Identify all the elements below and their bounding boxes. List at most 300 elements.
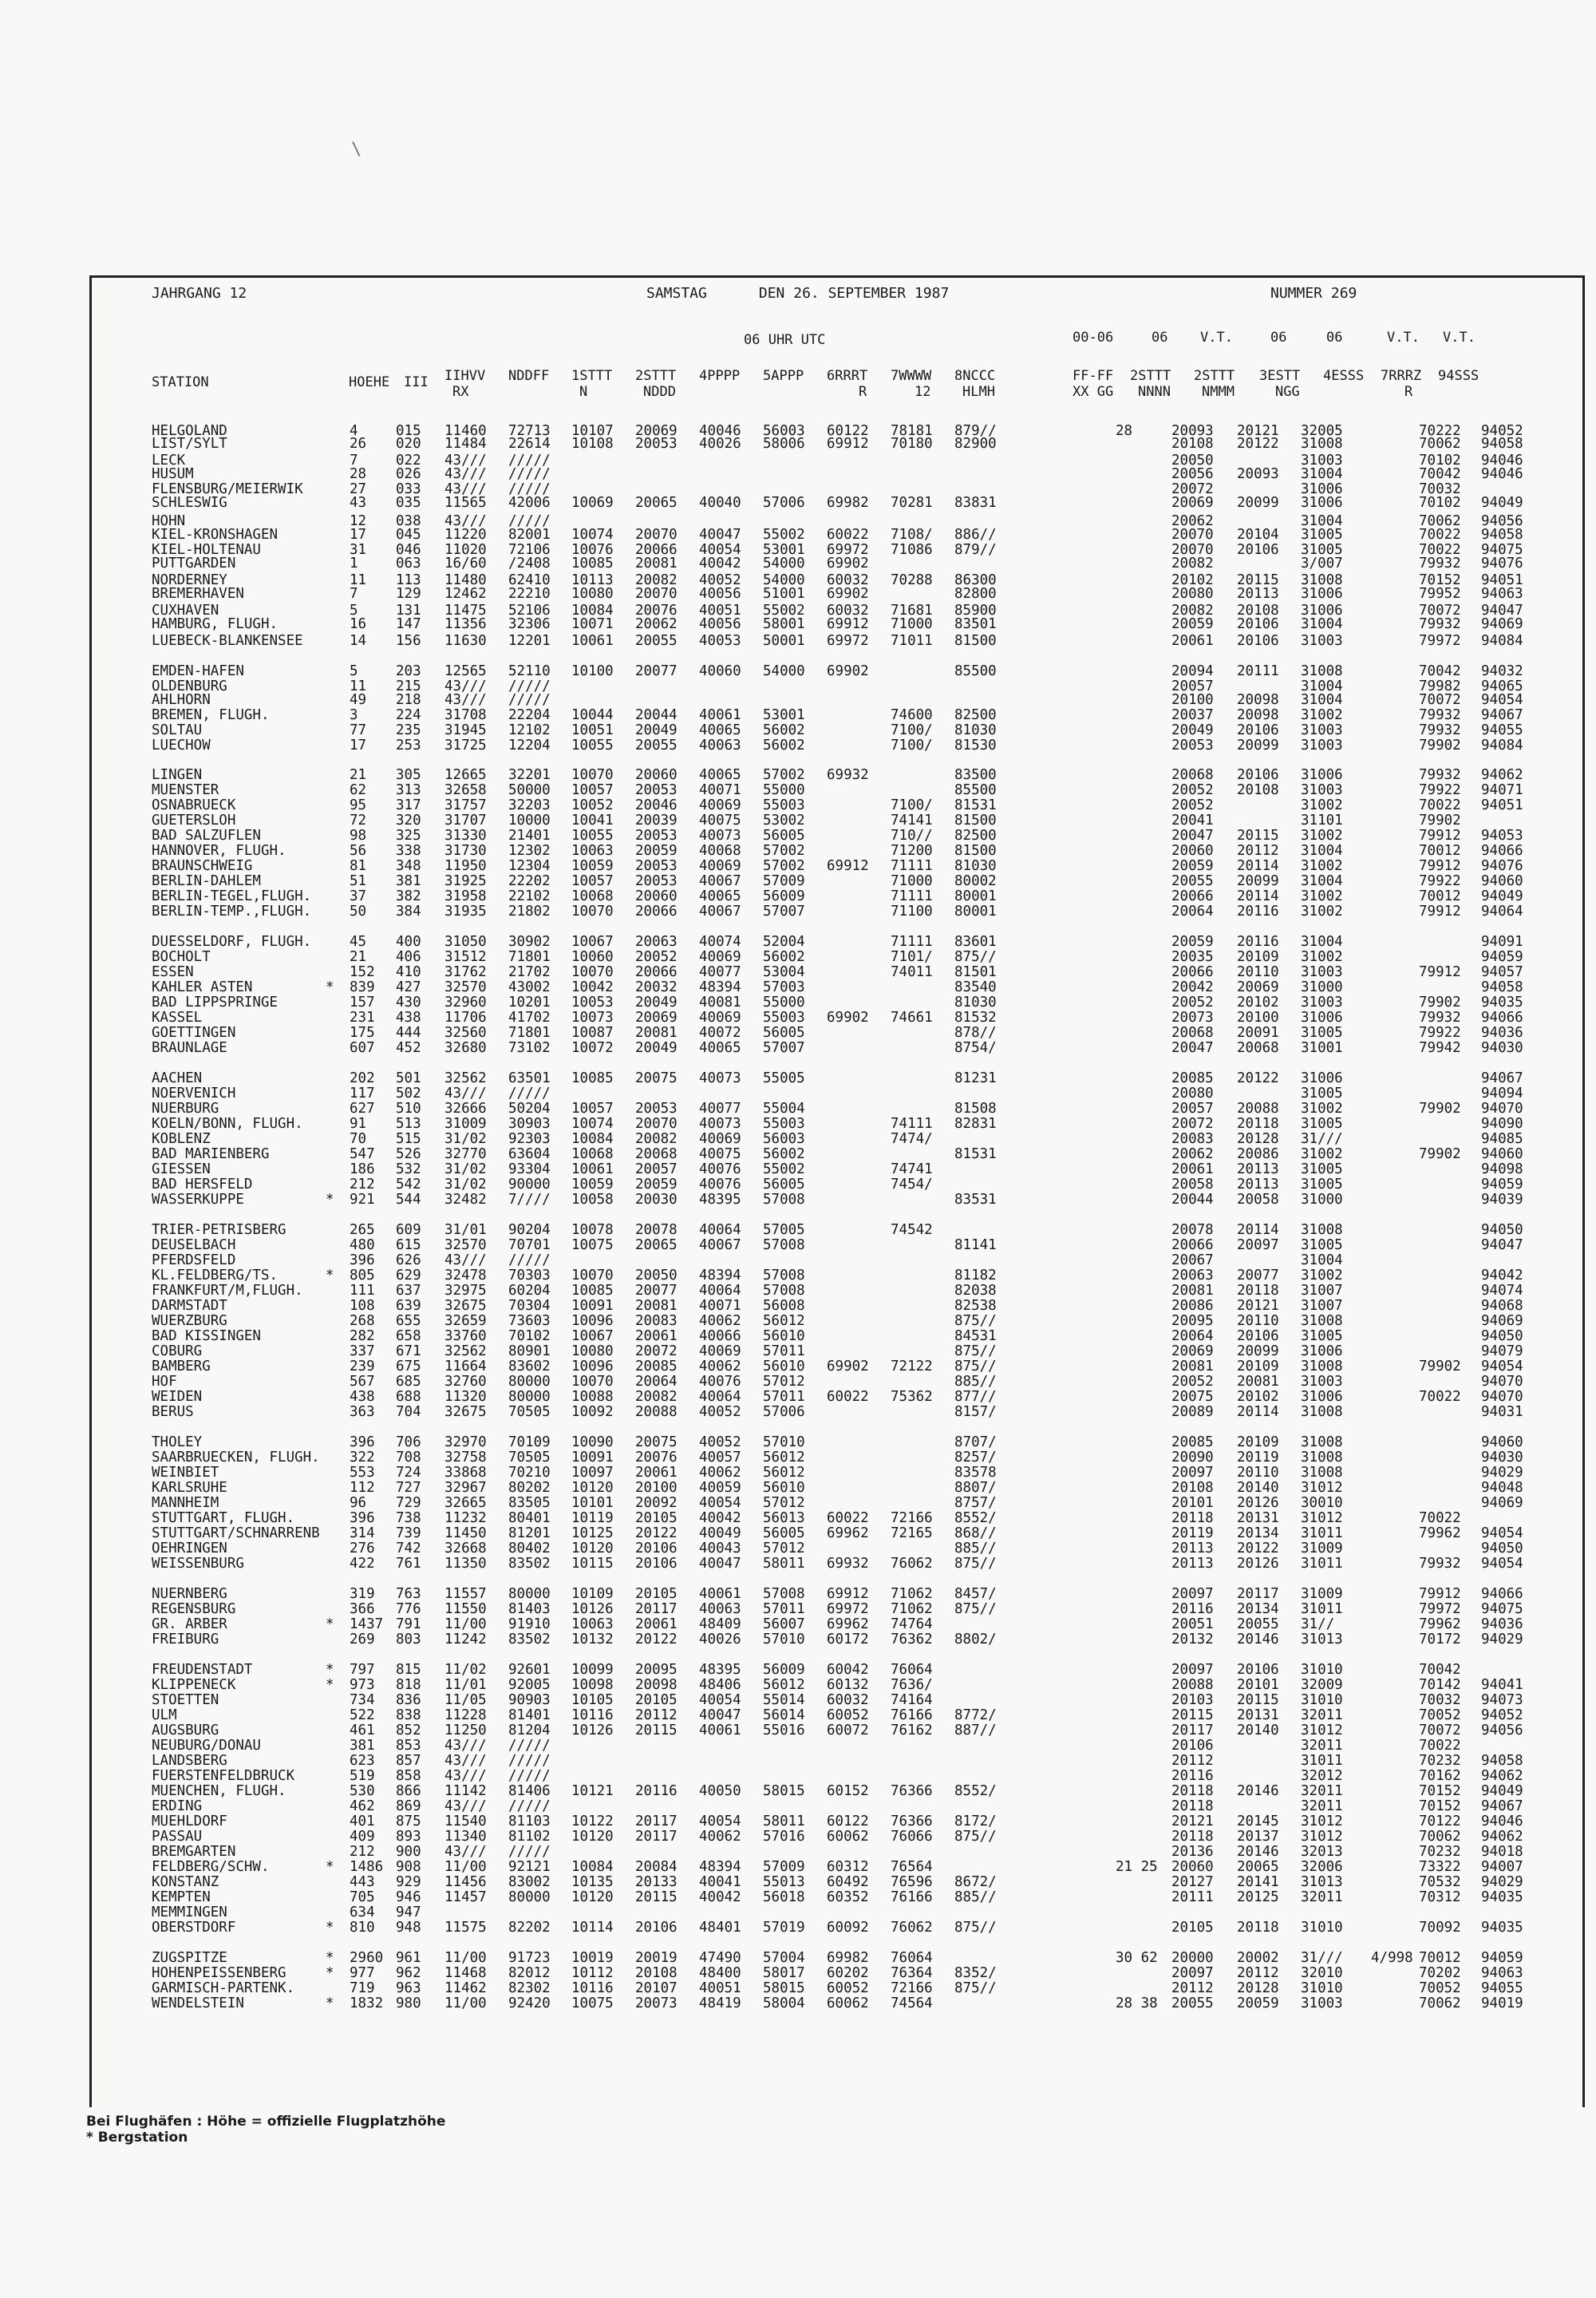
obs-group: 83502 xyxy=(508,1556,551,1572)
summary-group: 79902 xyxy=(1419,738,1461,753)
summary-group: 20069 xyxy=(1171,495,1214,511)
summary-group: 31008 xyxy=(1301,1359,1343,1374)
summary-group: 31010 xyxy=(1301,1920,1343,1936)
summary-group: 94067 xyxy=(1481,1798,1523,1814)
station-elevation: 212 xyxy=(350,1177,375,1193)
summary-group: 20067 xyxy=(1171,1252,1214,1268)
obs-group: 71062 xyxy=(891,1601,933,1617)
summary-group: 31005 xyxy=(1301,1086,1343,1102)
obs-group: 80202 xyxy=(508,1480,551,1496)
obs-group: 63501 xyxy=(508,1070,551,1086)
obs-group: 70304 xyxy=(508,1298,551,1314)
station-id: 803 xyxy=(396,1632,421,1647)
obs-group: 20116 xyxy=(635,1783,678,1799)
obs-group: 70303 xyxy=(508,1268,551,1283)
summary-group: 20057 xyxy=(1171,678,1214,694)
station-name: AUGSBURG xyxy=(152,1723,219,1738)
obs-group: 57008 xyxy=(763,1192,805,1208)
obs-group: 875// xyxy=(954,1556,997,1572)
obs-group: 76064 xyxy=(891,1662,933,1678)
obs-group: 90903 xyxy=(508,1692,551,1708)
station-id: 609 xyxy=(396,1222,421,1238)
obs-group: 20061 xyxy=(635,1616,678,1632)
obs-group: 32680 xyxy=(444,1040,487,1056)
obs-group: 43/// xyxy=(444,1753,487,1769)
obs-group: 875// xyxy=(954,949,997,965)
obs-group: 60132 xyxy=(827,1677,869,1693)
summary-group: 20109 xyxy=(1237,949,1279,965)
summary-group: 94050 xyxy=(1481,1222,1523,1238)
summary-group: 94049 xyxy=(1481,888,1523,904)
obs-group: 31/01 xyxy=(444,1222,487,1238)
obs-group: 10090 xyxy=(571,1434,614,1450)
station-name: LECK xyxy=(152,453,186,469)
summary-group: 32011 xyxy=(1301,1783,1343,1799)
obs-group: 69902 xyxy=(827,586,869,602)
summary-group: 94049 xyxy=(1481,1783,1523,1799)
summary-group: 20070 xyxy=(1171,542,1214,558)
summary-group: 20104 xyxy=(1237,527,1279,543)
summary-group: 20102 xyxy=(1237,995,1279,1011)
summary-group: 79922 xyxy=(1419,1025,1461,1041)
station-elevation: 1437 xyxy=(350,1616,384,1632)
obs-group: 69972 xyxy=(827,633,869,649)
obs-group: 56010 xyxy=(763,1480,805,1496)
summary-group: 20081 xyxy=(1171,1283,1214,1299)
obs-group: 48409 xyxy=(699,1616,741,1632)
station-elevation: 117 xyxy=(350,1086,375,1102)
obs-group: 40042 xyxy=(699,1889,741,1905)
obs-group: 32970 xyxy=(444,1434,487,1450)
summary-group: 20080 xyxy=(1171,586,1214,602)
summary-group: 94069 xyxy=(1481,1495,1523,1511)
col-3estt: 3ESTT xyxy=(1259,368,1301,384)
summary-group: 20113 xyxy=(1171,1541,1214,1556)
station-name: SCHLESWIG xyxy=(152,495,227,511)
summary-group: 31005 xyxy=(1301,1116,1343,1132)
station-name: LANDSBERG xyxy=(152,1753,227,1769)
col-nddff: NDDFF xyxy=(508,368,550,384)
obs-group: 11320 xyxy=(444,1389,487,1405)
station-id: 063 xyxy=(396,556,421,572)
obs-group: 56012 xyxy=(763,1465,805,1481)
summary-group: 20081 xyxy=(1237,1374,1279,1390)
obs-group: 81500 xyxy=(954,633,997,649)
summary-group: 94075 xyxy=(1481,1601,1523,1617)
summary-group: 20114 xyxy=(1237,888,1279,904)
station-id: 203 xyxy=(396,663,421,679)
summary-group: 20091 xyxy=(1237,1025,1279,1041)
summary-group: 79912 xyxy=(1419,1586,1461,1602)
station-elevation: 81 xyxy=(350,858,367,874)
summary-group: 31003 xyxy=(1301,1374,1343,1390)
obs-group: 76066 xyxy=(891,1829,933,1845)
summary-group: 94084 xyxy=(1481,738,1523,753)
summary-group: 31005 xyxy=(1301,1237,1343,1253)
obs-group: 70281 xyxy=(891,495,933,511)
obs-group: 76162 xyxy=(891,1723,933,1738)
obs-group: 11468 xyxy=(444,1965,487,1981)
col-ff: FF-FF xyxy=(1073,368,1114,384)
station-id: 947 xyxy=(396,1904,421,1920)
obs-group: 10067 xyxy=(571,934,614,950)
station-id: 948 xyxy=(396,1920,421,1936)
station-name: BOCHOLT xyxy=(152,949,211,965)
summary-group: 79902 xyxy=(1419,1146,1461,1162)
obs-group: 10044 xyxy=(571,707,614,723)
summary-group: 20113 xyxy=(1237,1177,1279,1193)
obs-group: 10099 xyxy=(571,1662,614,1678)
station-id: 704 xyxy=(396,1404,421,1420)
obs-group: 56013 xyxy=(763,1510,805,1526)
summary-group: 94079 xyxy=(1481,1343,1523,1359)
summary-group: 20089 xyxy=(1171,1404,1214,1420)
obs-group: 71086 xyxy=(891,542,933,558)
station-name: FELDBERG/SCHW. xyxy=(152,1859,270,1875)
obs-group: 74542 xyxy=(891,1222,933,1238)
obs-group: 85500 xyxy=(954,663,997,679)
obs-group: 40067 xyxy=(699,904,741,920)
summary-group: 31008 xyxy=(1301,663,1343,679)
obs-group: 10088 xyxy=(571,1389,614,1405)
summary-group: 4/998 xyxy=(1371,1950,1413,1966)
obs-group: 43/// xyxy=(444,692,487,708)
summary-group: 20064 xyxy=(1171,904,1214,920)
obs-group: 81103 xyxy=(508,1813,551,1829)
station-id: 742 xyxy=(396,1541,421,1556)
summary-group: 20119 xyxy=(1171,1525,1214,1541)
obs-group: 82302 xyxy=(508,1980,551,1996)
obs-group: 57012 xyxy=(763,1374,805,1390)
obs-group: 43/// xyxy=(444,481,487,497)
obs-group: 11460 xyxy=(444,423,487,439)
station-name: GOETTINGEN xyxy=(152,1025,236,1041)
obs-group: 11250 xyxy=(444,1723,487,1738)
summary-group: 20099 xyxy=(1237,495,1279,511)
station-name: HANNOVER, FLUGH. xyxy=(152,843,286,859)
summary-group: 20110 xyxy=(1237,1313,1279,1329)
summary-group: 20136 xyxy=(1171,1844,1214,1860)
obs-group: 57008 xyxy=(763,1283,805,1299)
summary-group: 94051 xyxy=(1481,797,1523,813)
summary-group: 31003 xyxy=(1301,1995,1343,2011)
summary-group: 94029 xyxy=(1481,1632,1523,1647)
station-elevation: 26 xyxy=(350,436,367,452)
summary-group: 31012 xyxy=(1301,1723,1343,1738)
summary-group: 20064 xyxy=(1171,1328,1214,1344)
station-name: DEUSELBACH xyxy=(152,1237,236,1253)
summary-group: 31005 xyxy=(1301,1177,1343,1193)
obs-group: 43/// xyxy=(444,513,487,529)
obs-group: 58015 xyxy=(763,1980,805,1996)
obs-group: 40054 xyxy=(699,1813,741,1829)
summary-group: 32005 xyxy=(1301,423,1343,439)
station-elevation: 1 xyxy=(350,556,358,572)
station-id: 685 xyxy=(396,1374,421,1390)
obs-group: 60052 xyxy=(827,1707,869,1723)
obs-group: 40065 xyxy=(699,888,741,904)
obs-group: 7//// xyxy=(508,1192,551,1208)
station-elevation: 16 xyxy=(350,616,367,632)
summary-group: 20118 xyxy=(1171,1798,1214,1814)
summary-group: 31002 xyxy=(1301,904,1343,920)
obs-group: 81030 xyxy=(954,995,997,1011)
obs-group: 10072 xyxy=(571,1040,614,1056)
summary-group: 20146 xyxy=(1237,1844,1279,1860)
summary-group: 94060 xyxy=(1481,873,1523,889)
summary-group: 20002 xyxy=(1237,1950,1279,1966)
station-elevation: 921 xyxy=(350,1192,375,1208)
obs-group: 7108/ xyxy=(891,527,933,543)
obs-group: 83831 xyxy=(954,495,997,511)
summary-group: 70022 xyxy=(1419,797,1461,813)
obs-group: 57002 xyxy=(763,858,805,874)
obs-group: 58015 xyxy=(763,1783,805,1799)
obs-group: 48406 xyxy=(699,1677,741,1693)
obs-group: 31935 xyxy=(444,904,487,920)
mountain-marker: * xyxy=(326,1268,334,1283)
summary-group: 94062 xyxy=(1481,1768,1523,1784)
station-name: OLDENBURG xyxy=(152,678,227,694)
sub-1sttt: N xyxy=(579,384,588,400)
obs-group: 10070 xyxy=(571,964,614,980)
summary-group: 20116 xyxy=(1171,1768,1214,1784)
station-id: 869 xyxy=(396,1798,421,1814)
summary-group: 94007 xyxy=(1481,1859,1523,1875)
obs-group: 72122 xyxy=(891,1359,933,1374)
obs-group: 40075 xyxy=(699,813,741,829)
obs-group: 69912 xyxy=(827,858,869,874)
obs-group: 10091 xyxy=(571,1450,614,1465)
station-id: 637 xyxy=(396,1283,421,1299)
obs-group: 81030 xyxy=(954,858,997,874)
right-top-col-7: V.T. xyxy=(1443,330,1476,346)
station-name: PASSAU xyxy=(152,1829,203,1845)
summary-group: 20141 xyxy=(1237,1874,1279,1890)
summary-group: 20122 xyxy=(1237,436,1279,452)
obs-group: 10000 xyxy=(508,813,551,829)
obs-group: 10075 xyxy=(571,1237,614,1253)
station-id: 729 xyxy=(396,1495,421,1511)
obs-group: 40069 xyxy=(699,797,741,813)
obs-group: 81531 xyxy=(954,1146,997,1162)
obs-group: 85900 xyxy=(954,603,997,619)
obs-group: 8457/ xyxy=(954,1586,997,1602)
obs-group: 92601 xyxy=(508,1662,551,1678)
gust-group: 21 25 xyxy=(1116,1859,1158,1875)
summary-group: 31008 xyxy=(1301,1222,1343,1238)
obs-group: 40067 xyxy=(699,1237,741,1253)
summary-group: 79932 xyxy=(1419,722,1461,738)
summary-group: 94054 xyxy=(1481,692,1523,708)
obs-group: 80000 xyxy=(508,1586,551,1602)
obs-group: 32201 xyxy=(508,767,551,783)
obs-group: 40062 xyxy=(699,1313,741,1329)
obs-group: 11/00 xyxy=(444,1995,487,2011)
obs-group: 69912 xyxy=(827,436,869,452)
station-name: HOF xyxy=(152,1374,177,1390)
obs-group: 40051 xyxy=(699,1980,741,1996)
summary-group: 31010 xyxy=(1301,1692,1343,1708)
obs-group: 11575 xyxy=(444,1920,487,1936)
summary-group: 20113 xyxy=(1237,586,1279,602)
station-elevation: 810 xyxy=(350,1920,375,1936)
station-name: KASSEL xyxy=(152,1010,203,1026)
obs-group: 48395 xyxy=(699,1662,741,1678)
obs-group: 8552/ xyxy=(954,1510,997,1526)
obs-group: 11950 xyxy=(444,858,487,874)
summary-group: 94058 xyxy=(1481,436,1523,452)
summary-group: 79912 xyxy=(1419,828,1461,844)
summary-group: 32011 xyxy=(1301,1738,1343,1754)
summary-group: 70222 xyxy=(1419,423,1461,439)
obs-group: 12304 xyxy=(508,858,551,874)
obs-group: 20069 xyxy=(635,423,678,439)
station-id: 791 xyxy=(396,1616,421,1632)
station-elevation: 17 xyxy=(350,527,367,543)
obs-group: 40051 xyxy=(699,603,741,619)
summary-group: 70092 xyxy=(1419,1920,1461,1936)
obs-group: 40052 xyxy=(699,1434,741,1450)
obs-group: 56007 xyxy=(763,1616,805,1632)
obs-group: ///// xyxy=(508,453,551,469)
obs-group: 82538 xyxy=(954,1298,997,1314)
obs-group: 11484 xyxy=(444,436,487,452)
station-id: 893 xyxy=(396,1829,421,1845)
summary-group: 79902 xyxy=(1419,995,1461,1011)
obs-group: 20081 xyxy=(635,556,678,572)
obs-group: 52110 xyxy=(508,663,551,679)
obs-group: 20082 xyxy=(635,1131,678,1147)
station-name: PUTTGARDEN xyxy=(152,556,236,572)
obs-group: 12204 xyxy=(508,738,551,753)
obs-group: 71000 xyxy=(891,616,933,632)
obs-group: 21802 xyxy=(508,904,551,920)
obs-group: 31762 xyxy=(444,964,487,980)
obs-group: 48395 xyxy=(699,1192,741,1208)
obs-group: 74564 xyxy=(891,1995,933,2011)
summary-group: 79932 xyxy=(1419,1556,1461,1572)
summary-group: 20097 xyxy=(1171,1662,1214,1678)
summary-group: 20080 xyxy=(1171,1086,1214,1102)
col-iii: III xyxy=(404,374,429,390)
obs-group: 40052 xyxy=(699,572,741,588)
station-id: 962 xyxy=(396,1965,421,1981)
station-elevation: 62 xyxy=(350,782,367,798)
summary-group: 31012 xyxy=(1301,1829,1343,1845)
station-id: 313 xyxy=(396,782,421,798)
station-elevation: 157 xyxy=(350,995,375,1011)
obs-group: 57012 xyxy=(763,1495,805,1511)
obs-group: 75362 xyxy=(891,1389,933,1405)
summary-group: 20062 xyxy=(1171,513,1214,529)
obs-group: 43/// xyxy=(444,678,487,694)
summary-group: 31006 xyxy=(1301,1010,1343,1026)
station-elevation: 734 xyxy=(350,1692,375,1708)
obs-group: 10073 xyxy=(571,1010,614,1026)
summary-group: 20100 xyxy=(1237,1010,1279,1026)
obs-group: 10105 xyxy=(571,1692,614,1708)
station-elevation: 31 xyxy=(350,542,367,558)
summary-group: 79962 xyxy=(1419,1525,1461,1541)
summary-group: 31011 xyxy=(1301,1601,1343,1617)
summary-group: 94063 xyxy=(1481,586,1523,602)
summary-group: 31013 xyxy=(1301,1632,1343,1647)
summary-group: 31002 xyxy=(1301,888,1343,904)
summary-group: 20112 xyxy=(1171,1980,1214,1996)
summary-group: 20095 xyxy=(1171,1313,1214,1329)
summary-group: 70102 xyxy=(1419,453,1461,469)
obs-group: 10120 xyxy=(571,1480,614,1496)
obs-group: ///// xyxy=(508,1844,551,1860)
obs-group: 10084 xyxy=(571,1859,614,1875)
obs-group: 40077 xyxy=(699,1101,741,1117)
summary-group: 31010 xyxy=(1301,1980,1343,1996)
station-elevation: 72 xyxy=(350,813,367,829)
obs-group: ///// xyxy=(508,1753,551,1769)
summary-group: 20140 xyxy=(1237,1723,1279,1738)
summary-group: 20108 xyxy=(1237,782,1279,798)
station-id: 384 xyxy=(396,904,421,920)
summary-group: 20035 xyxy=(1171,949,1214,965)
obs-group: 11565 xyxy=(444,495,487,511)
obs-group: 7636/ xyxy=(891,1677,933,1693)
obs-group: 56002 xyxy=(763,738,805,753)
obs-group: 10120 xyxy=(571,1889,614,1905)
station-name: NOERVENICH xyxy=(152,1086,236,1102)
summary-group: 20118 xyxy=(1237,1116,1279,1132)
obs-group: 10114 xyxy=(571,1920,614,1936)
obs-group: 20065 xyxy=(635,1237,678,1253)
obs-group: 32975 xyxy=(444,1283,487,1299)
station-id: 033 xyxy=(396,481,421,497)
summary-group: 94055 xyxy=(1481,722,1523,738)
obs-group: 7454/ xyxy=(891,1177,933,1193)
obs-group: ///// xyxy=(508,1798,551,1814)
summary-group: 94018 xyxy=(1481,1844,1523,1860)
summary-group: 94052 xyxy=(1481,423,1523,439)
obs-group: 31708 xyxy=(444,707,487,723)
summary-group: 31// xyxy=(1301,1616,1335,1632)
station-name: AHLHORN xyxy=(152,692,211,708)
obs-group: 70505 xyxy=(508,1404,551,1420)
obs-group: 20084 xyxy=(635,1859,678,1875)
summary-group: 31003 xyxy=(1301,453,1343,469)
obs-group: 43/// xyxy=(444,1086,487,1102)
station-elevation: 719 xyxy=(350,1980,375,1996)
summary-group: 20145 xyxy=(1237,1813,1279,1829)
obs-group: 10067 xyxy=(571,1328,614,1344)
summary-group: 70062 xyxy=(1419,436,1461,452)
obs-group: 887// xyxy=(954,1723,997,1738)
obs-group: 80001 xyxy=(954,888,997,904)
station-elevation: 337 xyxy=(350,1343,375,1359)
obs-group: 20107 xyxy=(635,1980,678,1996)
station-name: KARLSRUHE xyxy=(152,1480,227,1496)
summary-group: 20062 xyxy=(1171,1146,1214,1162)
summary-group: 20112 xyxy=(1171,1753,1214,1769)
summary-group: 20047 xyxy=(1171,1040,1214,1056)
obs-group: 8257/ xyxy=(954,1450,997,1465)
station-elevation: 12 xyxy=(350,513,367,529)
station-name: WEISSENBURG xyxy=(152,1556,244,1572)
station-elevation: 96 xyxy=(350,1495,367,1511)
obs-group: 82001 xyxy=(508,527,551,543)
obs-group: 20053 xyxy=(635,782,678,798)
obs-group: 40059 xyxy=(699,1480,741,1496)
obs-group: 10113 xyxy=(571,572,614,588)
obs-group: 20059 xyxy=(635,843,678,859)
